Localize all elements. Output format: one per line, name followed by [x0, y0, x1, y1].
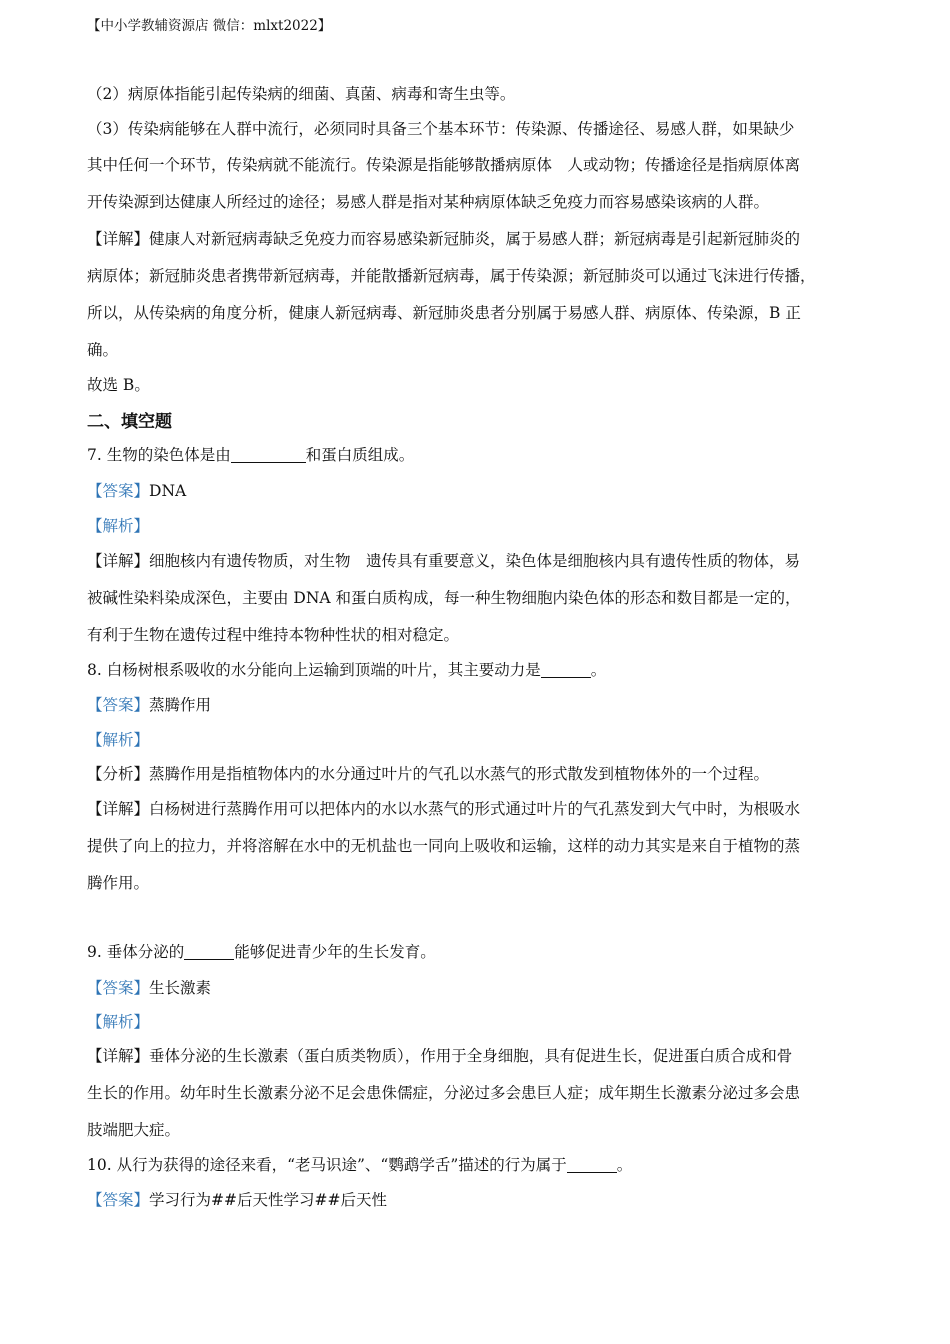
text-line: 腾作用。 [87, 874, 150, 892]
answer-blank [231, 447, 306, 464]
text-line: 所以，从传染病的角度分析，健康人新冠病毒、新冠肺炎患者分别属于易感人群、病原体、传染源，B 正 [87, 304, 801, 322]
label-detail: 【详解】 [87, 800, 150, 818]
label-analysis-note: 【分析】 [87, 765, 150, 783]
text-line: （2）病原体指能引起传染病的细菌、真菌、病毒和寄生虫等。 [87, 85, 516, 103]
text-line: 肢端肥大症。 [87, 1121, 181, 1139]
answer-line: 【答案】学习行为##后天性学习##后天性 [87, 1191, 387, 1209]
answer-line: 【答案】生长激素 [87, 979, 212, 997]
label-answer: 【答案】 [87, 696, 150, 714]
text-line: 【详解】细胞核内有遗传物质，对生物 遗传具有重要意义，染色体是细胞核内具有遗传性质的物体，易 [87, 552, 801, 570]
answer-line: 【答案】DNA [87, 482, 187, 500]
label-answer: 【答案】 [87, 979, 150, 997]
text-line: 确。 [87, 341, 119, 359]
label-answer: 【答案】 [87, 1191, 150, 1209]
label-analysis: 【解析】 [87, 1013, 150, 1031]
answer-blank [541, 662, 591, 679]
question-7: 7. 生物的染色体是由 和蛋白质组成。 [87, 446, 415, 464]
label-analysis: 【解析】 [87, 731, 150, 749]
text-line: 其中任何一个环节，传染病就不能流行。传染源是指能够散播病原体 人或动物；传播途径是指病原体离 [87, 156, 801, 174]
label-answer: 【答案】 [87, 482, 150, 500]
answer-blank [567, 1157, 617, 1174]
section-title: 二、填空题 [87, 412, 172, 432]
text-line: 有利于生物在遗传过程中维持本物种性状的相对稳定。 [87, 626, 460, 644]
question-10: 10. 从行为获得的途径来看，“老马识途”、“鹦鹉学舌”描述的行为属于 。 [87, 1156, 633, 1174]
text-line: 【详解】白杨树进行蒸腾作用可以把体内的水以水蒸气的形式通过叶片的气孔蒸发到大气中时，为根吸水 [87, 800, 801, 818]
text-line: 生长的作用。幼年时生长激素分泌不足会患侏儒症，分泌过多会患巨人症；成年期生长激素分泌过多会患 [87, 1084, 801, 1102]
question-8: 8. 白杨树根系吸收的水分能向上运输到顶端的叶片，其主要动力是 。 [87, 661, 607, 679]
label-analysis: 【解析】 [87, 517, 150, 535]
text-line: 开传染源到达健康人所经过的途径；易感人群是指对某种病原体缺乏免疫力而容易感染该病的人群。 [87, 193, 770, 211]
answer-blank [184, 944, 234, 961]
text-line: 【详解】垂体分泌的生长激素（蛋白质类物质），作用于全身细胞，具有促进生长，促进蛋白质合成和骨 [87, 1047, 793, 1065]
answer-line: 【答案】蒸腾作用 [87, 696, 212, 714]
text-line: 【分析】蒸腾作用是指植物体内的水分通过叶片的气孔以水蒸气的形式散发到植物体外的一个过程。 [87, 765, 770, 783]
label-detail: 【详解】 [87, 230, 150, 248]
page-header: 【中小学教辅资源店 微信：mlxt2022】 [87, 18, 332, 34]
question-9: 9. 垂体分泌的 能够促进青少年的生长发育。 [87, 943, 436, 961]
text-line: 故选 B。 [87, 376, 150, 394]
label-detail: 【详解】 [87, 1047, 150, 1065]
text-line: 病原体；新冠肺炎患者携带新冠病毒，并能散播新冠病毒，属于传染源；新冠肺炎可以通过飞沫进行传播， [87, 267, 816, 285]
text-line: 提供了向上的拉力，并将溶解在水中的无机盐也一同向上吸收和运输，这样的动力其实是来自于植物的蒸 [87, 837, 801, 855]
text-line: 被碱性染料染成深色，主要由 DNA 和蛋白质构成，每一种生物细胞内染色体的形态和数目都是一定的， [87, 589, 801, 607]
text-line: （3）传染病能够在人群中流行，必须同时具备三个基本环节：传染源、传播途径、易感人群，如果缺少 [87, 120, 795, 138]
label-detail: 【详解】 [87, 552, 150, 570]
text-line: 【详解】健康人对新冠病毒缺乏免疫力而容易感染新冠肺炎，属于易感人群；新冠病毒是引起新冠肺炎的 [87, 230, 801, 248]
